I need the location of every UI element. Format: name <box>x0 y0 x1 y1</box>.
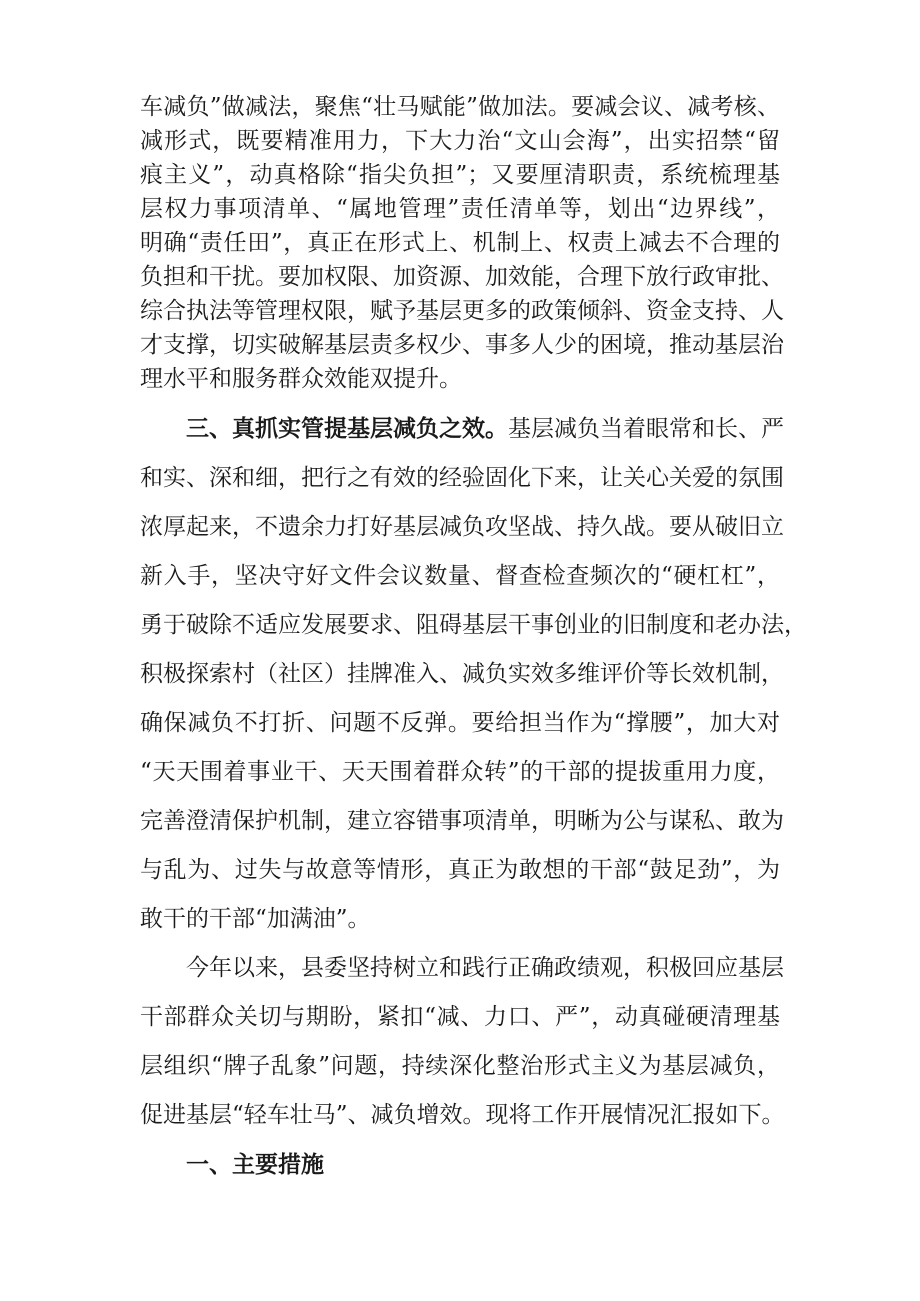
body-line: 痕主义”，动真格除“指尖负担”；又要厘清职责，系统梳理基 <box>140 162 780 188</box>
body-line: 促进基层“轻车壮马”、减负增效。现将工作开展情况汇报如下。 <box>140 1102 785 1128</box>
body-line: 敢干的干部“加满油”。 <box>140 906 371 932</box>
body-line: 积极探索村（社区）挂牌准入、减负实效多维评价等长效机制， <box>140 661 784 687</box>
body-line: 层权力事项清单、“属地管理”责任清单等，划出“边界线”， <box>140 196 780 222</box>
section-one-heading: 一、主要措施 <box>186 1151 324 1178</box>
body-line: 明确“责任田”，真正在形式上、机制上、权责上减去不合理的 <box>140 230 780 256</box>
section-three-heading: 三、真抓实管提基层减负之效。 <box>186 415 508 442</box>
body-line: 车减负”做减法，聚焦“壮马赋能”做加法。要减会议、减考核、 <box>140 94 780 120</box>
body-line: “天天围着事业干、天天围着群众转”的干部的提拔重用力度， <box>140 759 780 785</box>
section-three-first-line <box>186 414 784 444</box>
body-line: 减形式，既要精准用力，下大力治“文山会海”，出实招禁“留 <box>140 128 780 154</box>
body-line: 干部群众关切与期盼，紧扣“减、力口、严”，动真碰硬清理基 <box>140 1004 780 1030</box>
body-line: 新入手，坚决守好文件会议数量、督查检查频次的“硬杠杠”， <box>140 563 780 589</box>
body-line: 负担和干扰。要加权限、加资源、加效能，合理下放行政审批、 <box>140 264 784 290</box>
body-line: 与乱为、过失与故意等情形，真正为敢想的干部“鼓足劲”，为 <box>140 857 780 883</box>
section-three-first-line-text: 基层减负当着眼常和长、严 <box>508 416 784 442</box>
body-line: 理水平和服务群众效能双提升。 <box>140 366 462 392</box>
body-line: 浓厚起来，不遗余力打好基层减负攻坚战、持久战。要从破旧立 <box>140 514 784 540</box>
body-line: 完善澄清保护机制，建立容错事项清单，明晰为公与谋私、敢为 <box>140 808 784 834</box>
summary-first-line: 今年以来，县委坚持树立和践行正确政绩观，积极回应基层 <box>186 955 784 981</box>
body-line: 确保减负不打折、问题不反弹。要给担当作为“撑腰”，加大对 <box>140 710 780 736</box>
body-line: 和实、深和细，把行之有效的经验固化下来，让关心关爱的氛围 <box>140 465 784 491</box>
body-line: 才支撑，切实破解基层责多权少、事多人少的困境，推动基层治 <box>140 332 784 358</box>
body-line: 综合执法等管理权限，赋予基层更多的政策倾斜、资金支持、人 <box>140 298 784 324</box>
body-line: 勇于破除不适应发展要求、阻碍基层干事创业的旧制度和老办法， <box>140 612 807 638</box>
body-line: 层组织“牌子乱象”问题，持续深化整治形式主义为基层减负， <box>140 1053 780 1079</box>
